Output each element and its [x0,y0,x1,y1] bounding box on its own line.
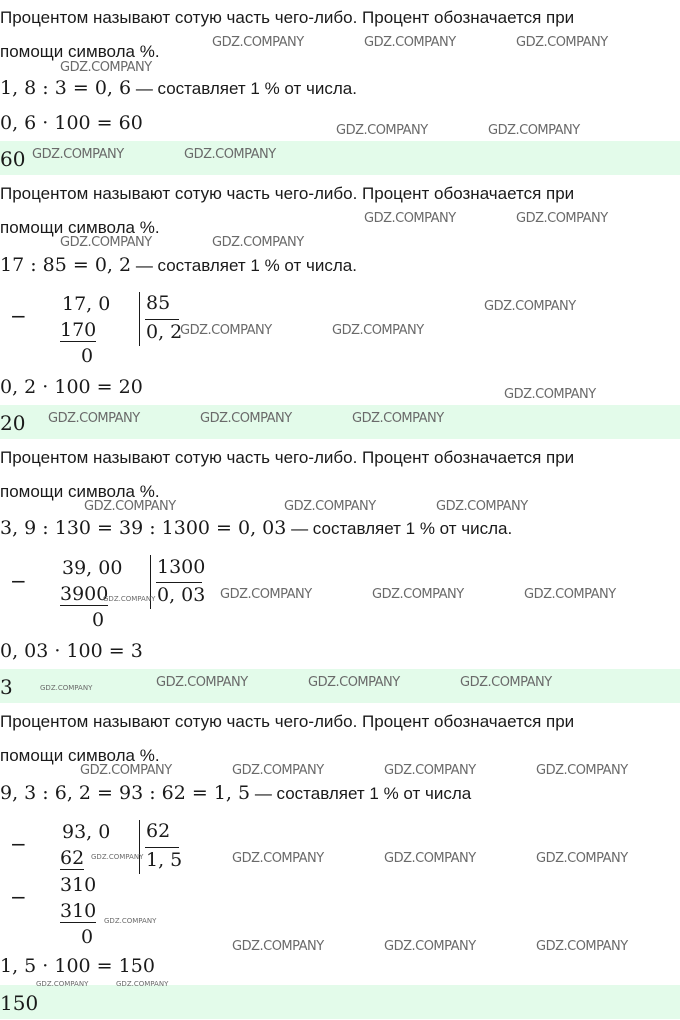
watermark: GDZ.COMPANY [516,35,608,50]
watermark: GDZ.COMPANY [352,411,444,426]
block3-result: 0, 03 · 100 = 3 [0,640,143,662]
watermark: GDZ.COMPANY [232,763,324,778]
watermark: GDZ.COMPANY [364,211,456,226]
watermark: GDZ.COMPANY [460,675,552,690]
block4-subtrahend-1: 62 [60,847,85,869]
block4-intro-line1: Процентом называют сотую часть чего-либо. Процент обозначается при [0,712,575,731]
block4-answer: 150 [0,991,39,1015]
watermark: GDZ.COMPANY [232,851,324,866]
watermark: GDZ.COMPANY [200,411,292,426]
watermark: GDZ.COMPANY [516,211,608,226]
block2-remainder: 0 [81,345,94,367]
watermark: GDZ.COMPANY [184,147,276,162]
watermark: GDZ.COMPANY [32,147,124,162]
watermark: GDZ.COMPANY [488,123,580,138]
block4-dividend: 93, 0 [62,821,111,843]
watermark: GDZ.COMPANY [116,980,169,988]
block3-subtrahend: 3900 [60,583,109,605]
block1-intro-line1: Процентом называют сотую часть чего-либо. Процент обозначается при [0,8,575,27]
block4-quotient: 1, 5 [146,849,183,871]
block4-answer-bar [0,985,680,1019]
block4-division-minus-2: − [10,885,27,909]
block2-dividend: 17, 0 [62,293,111,315]
block2-division-vertical-line [139,292,140,346]
block3-division-minus: − [10,569,27,593]
watermark: GDZ.COMPANY [156,675,248,690]
block2-statement [0,254,357,276]
block2-result: 0, 2 · 100 = 20 [0,376,143,398]
watermark: GDZ.COMPANY [104,917,157,925]
block4-division-vertical-line [139,820,140,874]
block2-answer: 20 [0,411,26,435]
watermark: GDZ.COMPANY [180,323,272,338]
block4-subtrahend-2: 310 [60,900,97,922]
watermark: GDZ.COMPANY [284,499,376,514]
watermark: GDZ.COMPANY [536,939,628,954]
block4-intro-line2: помощи символа %. [0,746,160,765]
watermark: GDZ.COMPANY [308,675,400,690]
block1-intro-line2: помощи символа %. [0,42,160,61]
block4-divisor: 62 [146,820,171,842]
block2-intro-line1: Процентом называют сотую часть чего-либо. Процент обозначается при [0,184,575,203]
watermark: GDZ.COMPANY [103,595,156,603]
watermark: GDZ.COMPANY [48,411,140,426]
block3-dividend: 39, 00 [62,557,123,579]
watermark: GDZ.COMPANY [84,499,176,514]
watermark: GDZ.COMPANY [60,60,152,75]
block4-remainder: 0 [81,926,94,948]
block1-result: 0, 6 · 100 = 60 [0,112,143,134]
block3-remainder: 0 [92,609,105,631]
watermark: GDZ.COMPANY [80,763,172,778]
block4-division-horizontal-line [145,847,179,848]
watermark: GDZ.COMPANY [384,763,476,778]
block3-statement-text: — составляет 1 % от числа. [286,519,513,538]
watermark: GDZ.COMPANY [524,587,616,602]
block3-quotient: 0, 03 [157,584,206,606]
watermark: GDZ.COMPANY [91,853,144,861]
block3-intro-line1: Процентом называют сотую часть чего-либо. Процент обозначается при [0,448,575,467]
block3-answer: 3 [0,675,13,699]
watermark: GDZ.COMPANY [40,684,93,692]
block4-division-minus-1: − [10,832,27,856]
watermark: GDZ.COMPANY [504,387,596,402]
block3-division-horizontal-line [156,582,202,583]
watermark: GDZ.COMPANY [384,939,476,954]
block1-statement-text: — составляет 1 % от числа. [131,79,357,98]
block1-statement-equation: 1, 8 : 3 = 0, 6 [0,77,132,99]
watermark: GDZ.COMPANY [60,235,152,250]
watermark: GDZ.COMPANY [220,587,312,602]
watermark: GDZ.COMPANY [212,35,304,50]
watermark: GDZ.COMPANY [484,299,576,314]
block4-statement [0,782,471,804]
watermark: GDZ.COMPANY [536,851,628,866]
block4-intermediate: 310 [60,874,97,896]
block1-statement [0,77,357,99]
block2-quotient: 0, 2 [146,321,183,343]
block3-statement [0,517,512,539]
watermark: GDZ.COMPANY [364,35,456,50]
watermark: GDZ.COMPANY [436,499,528,514]
block4-statement-equation: 9, 3 : 6, 2 = 93 : 62 = 1, 5 [0,782,251,804]
block2-subtrahend: 170 [60,319,97,341]
watermark: GDZ.COMPANY [384,851,476,866]
watermark: GDZ.COMPANY [212,235,304,250]
watermark: GDZ.COMPANY [232,939,324,954]
watermark: GDZ.COMPANY [36,980,89,988]
watermark: GDZ.COMPANY [372,587,464,602]
block2-division-horizontal-line [145,319,179,320]
block2-division-minus: − [10,304,27,328]
block3-statement-equation: 3, 9 : 130 = 39 : 1300 = 0, 03 [0,517,287,539]
block2-statement-text: — составляет 1 % от числа. [131,256,357,275]
block2-statement-equation: 17 : 85 = 0, 2 [0,254,132,276]
watermark: GDZ.COMPANY [332,323,424,338]
block2-divisor: 85 [146,292,171,314]
block3-intro-line2: помощи символа %. [0,482,160,501]
block3-divisor: 1300 [157,556,206,578]
block1-answer: 60 [0,147,26,171]
block4-statement-text: — составляет 1 % от числа [250,784,472,803]
watermark: GDZ.COMPANY [336,123,428,138]
block2-intro-line2: помощи символа %. [0,218,160,237]
block4-result: 1, 5 · 100 = 150 [0,955,155,977]
watermark: GDZ.COMPANY [536,763,628,778]
